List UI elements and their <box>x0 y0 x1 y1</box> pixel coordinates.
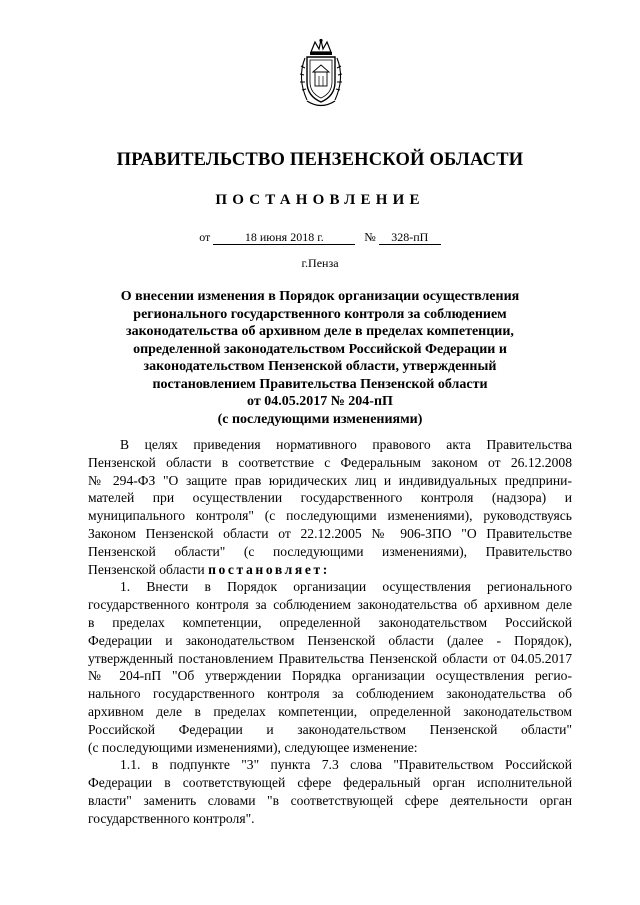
text-line: (с последующими изменениями), следующее изменение: <box>88 739 418 755</box>
document-heading <box>110 288 530 428</box>
text-line: Пензенской области в соответствие с Федеральным законом от 26.12.2008 <box>88 454 572 470</box>
heading-line: (с последующими изменениями) <box>217 411 423 427</box>
text-line: государственного контроля за соблюдением законодательства об архивном деле <box>88 597 572 613</box>
coat-of-arms-icon <box>295 38 347 110</box>
heading-line: регионального государственного контроля за соблюдением <box>133 306 507 322</box>
text-line: Пензенской области" (с последующими изменениями), Правительство <box>88 543 572 559</box>
paragraph-item-1 <box>88 578 572 756</box>
text-line: Федерации в соответствующей сфере федеральный орган исполнительной <box>88 775 572 791</box>
text-line: № 294-ФЗ "О защите прав юридических лиц и индивидуальных предприни- <box>88 472 572 488</box>
heading-line: от 04.05.2017 № 204-пП <box>247 394 393 409</box>
decree-word: постановляет: <box>208 561 330 577</box>
city: г.Пенза <box>301 256 339 270</box>
heading-line: определенной законодательством Российской Федерации и <box>133 341 507 357</box>
text-line: государственного контроля". <box>88 810 255 826</box>
text-line: архивном деле в пределах компетенции, определенной законодательством <box>88 703 572 719</box>
text-line: Российской Федерации и законодательством Пензенской области" <box>88 721 572 737</box>
text-line: муниципального контроля" (с последующими изменениями), руководствуясь <box>88 508 572 524</box>
text-line: нального государственного контроля за соблюдением законодательства об <box>88 686 572 702</box>
document-body <box>88 436 572 828</box>
text-line: утвержденный постановлением Правительства Пензенской области от 04.05.2017 <box>88 650 572 666</box>
text-line: Законом Пензенской области от 22.12.2005 № 906-ЗПО "О Правительстве <box>88 525 572 541</box>
text-line: власти" заменить словами "в соответствующей сфере деятельности орган <box>88 792 572 808</box>
date-number-line <box>0 230 640 245</box>
text-line <box>88 561 572 579</box>
paragraph-preamble <box>88 436 572 578</box>
heading-line: О внесении изменения в Порядок организации осуществления <box>120 289 520 304</box>
document-number: 328-пП <box>379 231 441 245</box>
text-line: В целях приведения нормативного правового акта Правительства <box>120 437 572 452</box>
text-fragment: Пензенской области <box>88 561 205 577</box>
number-prefix: № <box>364 230 376 244</box>
government-title: ПРАВИТЕЛЬСТВО ПЕНЗЕНСКОЙ ОБЛАСТИ <box>116 150 524 170</box>
text-line: Федерации и законодательством Пензенской области (далее - Порядок), <box>88 632 572 648</box>
date-prefix: от <box>199 230 211 244</box>
heading-line: законодательства об архивном деле в пределах компетенции, <box>126 324 514 339</box>
paragraph-item-1-1 <box>88 756 572 827</box>
text-line: № 204-пП "Об утверждении Порядка организации осуществления регио- <box>88 668 572 684</box>
heading-line: законодательством Пензенской области, утвержденный <box>143 359 497 374</box>
document-type: ПОСТАНОВЛЕНИЕ <box>215 192 425 208</box>
text-line: 1.1. в подпункте "3" пункта 7.3 слова "Правительством Российской <box>120 757 572 773</box>
text-line: в пределах компетенции, определенной законодательством Российской <box>88 614 572 630</box>
text-line: 1. Внести в Порядок организации осуществления регионального <box>120 579 572 595</box>
document-date: 18 июня 2018 г. <box>213 231 355 245</box>
heading-line: постановлением Правительства Пензенской области <box>152 376 488 392</box>
text-line: мателей при осуществлении государственного контроля (надзора) и <box>88 490 572 506</box>
